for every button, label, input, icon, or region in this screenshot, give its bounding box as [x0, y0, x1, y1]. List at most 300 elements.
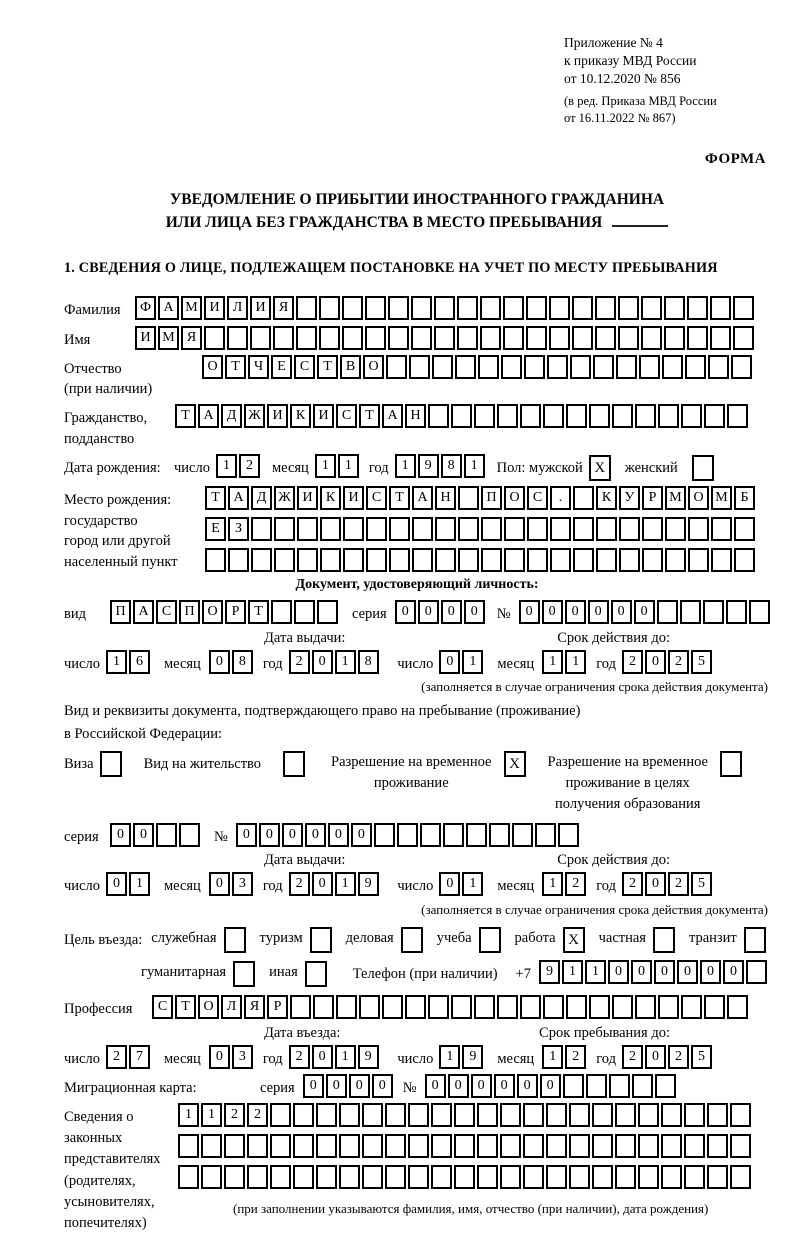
char-box[interactable]: Т [205, 486, 226, 510]
char-box[interactable]: О [504, 486, 525, 510]
char-box[interactable] [411, 326, 432, 350]
char-box[interactable]: Ч [248, 355, 269, 379]
char-box[interactable] [593, 355, 614, 379]
char-box[interactable]: 0 [312, 650, 333, 674]
female-checkbox[interactable] [692, 455, 714, 481]
char-box[interactable] [458, 486, 479, 510]
char-box[interactable] [710, 296, 731, 320]
char-box[interactable] [615, 1103, 636, 1127]
char-box[interactable] [317, 600, 338, 624]
char-box[interactable] [362, 1165, 383, 1189]
char-box[interactable]: И [204, 296, 225, 320]
char-box[interactable] [454, 1134, 475, 1158]
char-box[interactable]: 0 [542, 600, 563, 624]
char-box[interactable] [362, 1103, 383, 1127]
char-box[interactable]: 2 [239, 454, 260, 478]
char-box[interactable] [297, 548, 318, 572]
char-box[interactable] [319, 326, 340, 350]
char-box[interactable]: 3 [232, 872, 253, 896]
char-box[interactable]: 0 [312, 1045, 333, 1069]
char-box[interactable] [443, 823, 464, 847]
char-box[interactable]: 2 [565, 872, 586, 896]
char-box[interactable] [730, 1165, 751, 1189]
char-box[interactable] [520, 404, 541, 428]
char-box[interactable]: 1 [106, 650, 127, 674]
char-box[interactable] [635, 995, 656, 1019]
char-box[interactable] [408, 1134, 429, 1158]
char-box[interactable] [389, 548, 410, 572]
char-box[interactable]: О [363, 355, 384, 379]
char-box[interactable] [569, 1165, 590, 1189]
char-box[interactable] [466, 823, 487, 847]
char-box[interactable] [389, 517, 410, 541]
char-box[interactable]: А [228, 486, 249, 510]
char-box[interactable] [642, 517, 663, 541]
char-box[interactable]: 1 [201, 1103, 222, 1127]
char-box[interactable] [635, 404, 656, 428]
char-box[interactable] [480, 296, 501, 320]
char-box[interactable] [734, 548, 755, 572]
char-box[interactable]: 2 [289, 872, 310, 896]
char-box[interactable]: 1 [542, 650, 563, 674]
char-box[interactable]: 2 [622, 1045, 643, 1069]
char-box[interactable] [365, 326, 386, 350]
char-box[interactable] [294, 600, 315, 624]
char-box[interactable] [687, 296, 708, 320]
char-box[interactable]: И [313, 404, 334, 428]
char-box[interactable] [481, 548, 502, 572]
char-box[interactable]: Т [317, 355, 338, 379]
char-box[interactable]: 0 [349, 1074, 370, 1098]
char-box[interactable]: С [294, 355, 315, 379]
char-box[interactable]: Я [244, 995, 265, 1019]
char-box[interactable]: Н [405, 404, 426, 428]
char-box[interactable] [546, 1103, 567, 1127]
char-box[interactable] [642, 548, 663, 572]
char-box[interactable]: 9 [358, 1045, 379, 1069]
char-box[interactable] [339, 1134, 360, 1158]
char-box[interactable] [684, 1134, 705, 1158]
char-box[interactable]: 0 [418, 600, 439, 624]
char-box[interactable] [569, 1103, 590, 1127]
char-box[interactable] [316, 1103, 337, 1127]
char-box[interactable] [641, 296, 662, 320]
char-box[interactable] [405, 995, 426, 1019]
char-box[interactable] [563, 1074, 584, 1098]
char-box[interactable] [592, 1134, 613, 1158]
char-box[interactable] [451, 404, 472, 428]
char-box[interactable] [274, 517, 295, 541]
char-box[interactable]: 0 [282, 823, 303, 847]
char-box[interactable] [247, 1134, 268, 1158]
char-box[interactable]: 0 [611, 600, 632, 624]
char-box[interactable] [366, 548, 387, 572]
char-box[interactable] [316, 1134, 337, 1158]
char-box[interactable]: С [156, 600, 177, 624]
purpose-option-checkbox[interactable] [224, 927, 246, 953]
char-box[interactable] [615, 1165, 636, 1189]
char-box[interactable]: 0 [351, 823, 372, 847]
char-box[interactable] [435, 517, 456, 541]
char-box[interactable]: 0 [305, 823, 326, 847]
char-box[interactable] [343, 548, 364, 572]
char-box[interactable] [596, 517, 617, 541]
char-box[interactable] [500, 1134, 521, 1158]
char-box[interactable]: О [198, 995, 219, 1019]
char-box[interactable] [632, 1074, 653, 1098]
char-box[interactable] [458, 548, 479, 572]
char-box[interactable] [570, 355, 591, 379]
char-box[interactable] [550, 548, 571, 572]
char-box[interactable] [388, 296, 409, 320]
char-box[interactable] [228, 548, 249, 572]
char-box[interactable]: 2 [247, 1103, 268, 1127]
char-box[interactable] [658, 404, 679, 428]
char-box[interactable]: 9 [418, 454, 439, 478]
char-box[interactable] [665, 548, 686, 572]
char-box[interactable] [665, 517, 686, 541]
char-box[interactable]: К [320, 486, 341, 510]
char-box[interactable] [503, 296, 524, 320]
char-box[interactable] [316, 1165, 337, 1189]
char-box[interactable]: 2 [289, 1045, 310, 1069]
char-box[interactable] [397, 823, 418, 847]
char-box[interactable] [546, 1165, 567, 1189]
char-box[interactable]: А [412, 486, 433, 510]
char-box[interactable]: З [228, 517, 249, 541]
char-box[interactable] [662, 355, 683, 379]
char-box[interactable] [454, 1103, 475, 1127]
char-box[interactable]: 8 [232, 650, 253, 674]
char-box[interactable]: О [688, 486, 709, 510]
char-box[interactable] [270, 1134, 291, 1158]
char-box[interactable] [612, 404, 633, 428]
char-box[interactable]: Д [251, 486, 272, 510]
char-box[interactable]: 0 [133, 823, 154, 847]
char-box[interactable]: 0 [326, 1074, 347, 1098]
char-box[interactable]: 9 [462, 1045, 483, 1069]
char-box[interactable] [179, 823, 200, 847]
char-box[interactable]: Т [359, 404, 380, 428]
char-box[interactable] [655, 1074, 676, 1098]
char-box[interactable] [365, 296, 386, 320]
char-box[interactable] [455, 355, 476, 379]
char-box[interactable] [703, 600, 724, 624]
char-box[interactable]: 0 [654, 960, 675, 984]
char-box[interactable] [708, 355, 729, 379]
char-box[interactable]: 1 [462, 872, 483, 896]
char-box[interactable] [227, 326, 248, 350]
char-box[interactable] [293, 1103, 314, 1127]
char-box[interactable]: 8 [441, 454, 462, 478]
char-box[interactable] [543, 404, 564, 428]
char-box[interactable]: П [481, 486, 502, 510]
char-box[interactable] [319, 296, 340, 320]
char-box[interactable]: Т [175, 995, 196, 1019]
char-box[interactable] [251, 548, 272, 572]
purpose-option-checkbox[interactable] [653, 927, 675, 953]
char-box[interactable] [639, 355, 660, 379]
char-box[interactable]: С [152, 995, 173, 1019]
char-box[interactable] [641, 326, 662, 350]
char-box[interactable] [504, 548, 525, 572]
char-box[interactable]: Н [435, 486, 456, 510]
char-box[interactable]: 7 [129, 1045, 150, 1069]
char-box[interactable] [547, 355, 568, 379]
char-box[interactable]: 0 [517, 1074, 538, 1098]
char-box[interactable]: 1 [565, 650, 586, 674]
char-box[interactable]: 0 [519, 600, 540, 624]
char-box[interactable] [573, 548, 594, 572]
char-box[interactable] [497, 404, 518, 428]
char-box[interactable]: 1 [462, 650, 483, 674]
char-box[interactable] [523, 1103, 544, 1127]
char-box[interactable] [293, 1134, 314, 1158]
char-box[interactable] [409, 355, 430, 379]
visa-checkbox[interactable] [100, 751, 122, 777]
char-box[interactable]: 0 [236, 823, 257, 847]
char-box[interactable]: 0 [588, 600, 609, 624]
char-box[interactable]: И [297, 486, 318, 510]
char-box[interactable] [566, 404, 587, 428]
char-box[interactable]: 2 [565, 1045, 586, 1069]
char-box[interactable] [684, 1103, 705, 1127]
char-box[interactable]: 0 [328, 823, 349, 847]
char-box[interactable]: 0 [471, 1074, 492, 1098]
char-box[interactable]: 5 [691, 650, 712, 674]
char-box[interactable] [688, 517, 709, 541]
char-box[interactable] [296, 326, 317, 350]
char-box[interactable] [638, 1103, 659, 1127]
char-box[interactable]: 0 [303, 1074, 324, 1098]
char-box[interactable] [420, 823, 441, 847]
char-box[interactable]: 1 [178, 1103, 199, 1127]
char-box[interactable] [586, 1074, 607, 1098]
char-box[interactable] [431, 1134, 452, 1158]
char-box[interactable] [618, 296, 639, 320]
char-box[interactable] [290, 995, 311, 1019]
char-box[interactable] [431, 1103, 452, 1127]
char-box[interactable]: 5 [691, 1045, 712, 1069]
char-box[interactable]: М [711, 486, 732, 510]
char-box[interactable]: И [250, 296, 271, 320]
char-box[interactable]: Р [225, 600, 246, 624]
char-box[interactable]: Т [248, 600, 269, 624]
char-box[interactable] [619, 548, 640, 572]
char-box[interactable] [385, 1165, 406, 1189]
char-box[interactable] [224, 1165, 245, 1189]
char-box[interactable]: О [202, 355, 223, 379]
purpose-option-checkbox[interactable] [310, 927, 332, 953]
char-box[interactable] [362, 1134, 383, 1158]
char-box[interactable] [710, 326, 731, 350]
char-box[interactable]: 0 [540, 1074, 561, 1098]
char-box[interactable] [707, 1134, 728, 1158]
char-box[interactable]: 0 [464, 600, 485, 624]
char-box[interactable] [638, 1165, 659, 1189]
char-box[interactable]: 9 [539, 960, 560, 984]
char-box[interactable] [704, 404, 725, 428]
char-box[interactable]: 5 [691, 872, 712, 896]
char-box[interactable]: 1 [335, 1045, 356, 1069]
char-box[interactable]: Р [642, 486, 663, 510]
char-box[interactable] [500, 1103, 521, 1127]
char-box[interactable] [431, 1165, 452, 1189]
char-box[interactable] [680, 600, 701, 624]
char-box[interactable] [730, 1134, 751, 1158]
char-box[interactable] [480, 326, 501, 350]
char-box[interactable]: 0 [448, 1074, 469, 1098]
char-box[interactable] [477, 1103, 498, 1127]
char-box[interactable]: 1 [216, 454, 237, 478]
char-box[interactable] [711, 548, 732, 572]
char-box[interactable] [320, 517, 341, 541]
char-box[interactable] [727, 995, 748, 1019]
char-box[interactable] [454, 1165, 475, 1189]
char-box[interactable] [293, 1165, 314, 1189]
char-box[interactable] [224, 1134, 245, 1158]
char-box[interactable] [201, 1134, 222, 1158]
char-box[interactable]: 1 [585, 960, 606, 984]
char-box[interactable]: Я [181, 326, 202, 350]
char-box[interactable] [408, 1165, 429, 1189]
char-box[interactable]: 2 [106, 1045, 127, 1069]
char-box[interactable] [434, 326, 455, 350]
char-box[interactable] [432, 355, 453, 379]
char-box[interactable] [638, 1134, 659, 1158]
purpose-option-checkbox[interactable] [479, 927, 501, 953]
char-box[interactable]: Я [273, 296, 294, 320]
char-box[interactable] [178, 1165, 199, 1189]
char-box[interactable]: 0 [209, 872, 230, 896]
char-box[interactable]: 0 [209, 650, 230, 674]
char-box[interactable] [684, 1165, 705, 1189]
char-box[interactable]: М [181, 296, 202, 320]
char-box[interactable]: 3 [232, 1045, 253, 1069]
char-box[interactable]: О [202, 600, 223, 624]
purpose-option-checkbox[interactable] [305, 961, 327, 987]
char-box[interactable] [339, 1165, 360, 1189]
char-box[interactable] [270, 1165, 291, 1189]
char-box[interactable]: И [135, 326, 156, 350]
char-box[interactable] [685, 355, 706, 379]
char-box[interactable]: 8 [358, 650, 379, 674]
char-box[interactable]: И [267, 404, 288, 428]
char-box[interactable] [523, 1134, 544, 1158]
char-box[interactable] [661, 1134, 682, 1158]
char-box[interactable]: Ф [135, 296, 156, 320]
char-box[interactable]: 2 [668, 1045, 689, 1069]
char-box[interactable] [477, 1165, 498, 1189]
char-box[interactable] [412, 517, 433, 541]
char-box[interactable] [592, 1103, 613, 1127]
char-box[interactable]: А [382, 404, 403, 428]
char-box[interactable] [688, 548, 709, 572]
residence-permit-checkbox[interactable] [283, 751, 305, 777]
char-box[interactable]: П [179, 600, 200, 624]
char-box[interactable] [251, 517, 272, 541]
char-box[interactable] [704, 995, 725, 1019]
char-box[interactable] [595, 296, 616, 320]
purpose-option-checkbox[interactable] [401, 927, 423, 953]
char-box[interactable] [320, 548, 341, 572]
char-box[interactable]: 1 [542, 1045, 563, 1069]
char-box[interactable] [569, 1134, 590, 1158]
char-box[interactable] [457, 326, 478, 350]
char-box[interactable] [573, 486, 594, 510]
char-box[interactable] [250, 326, 271, 350]
char-box[interactable]: С [366, 486, 387, 510]
char-box[interactable]: 2 [622, 872, 643, 896]
char-box[interactable]: 1 [129, 872, 150, 896]
char-box[interactable] [616, 355, 637, 379]
char-box[interactable]: 2 [622, 650, 643, 674]
char-box[interactable] [558, 823, 579, 847]
char-box[interactable] [247, 1165, 268, 1189]
char-box[interactable] [550, 517, 571, 541]
char-box[interactable]: 0 [441, 600, 462, 624]
char-box[interactable]: 0 [677, 960, 698, 984]
char-box[interactable]: 0 [312, 872, 333, 896]
char-box[interactable] [707, 1165, 728, 1189]
char-box[interactable] [477, 1134, 498, 1158]
char-box[interactable]: 0 [439, 872, 460, 896]
char-box[interactable] [681, 995, 702, 1019]
char-box[interactable]: 0 [439, 650, 460, 674]
char-box[interactable]: К [290, 404, 311, 428]
char-box[interactable] [411, 296, 432, 320]
char-box[interactable]: 0 [259, 823, 280, 847]
char-box[interactable]: В [340, 355, 361, 379]
char-box[interactable] [434, 296, 455, 320]
char-box[interactable] [273, 326, 294, 350]
char-box[interactable]: Р [267, 995, 288, 1019]
char-box[interactable] [549, 296, 570, 320]
char-box[interactable]: 1 [335, 650, 356, 674]
char-box[interactable] [201, 1165, 222, 1189]
char-box[interactable]: 6 [129, 650, 150, 674]
char-box[interactable] [527, 548, 548, 572]
char-box[interactable] [408, 1103, 429, 1127]
char-box[interactable] [274, 548, 295, 572]
char-box[interactable] [711, 517, 732, 541]
char-box[interactable] [664, 326, 685, 350]
purpose-option-checkbox[interactable]: X [563, 927, 585, 953]
char-box[interactable] [500, 1165, 521, 1189]
char-box[interactable] [313, 995, 334, 1019]
char-box[interactable] [412, 548, 433, 572]
char-box[interactable]: 1 [562, 960, 583, 984]
char-box[interactable] [661, 1165, 682, 1189]
char-box[interactable]: А [133, 600, 154, 624]
char-box[interactable] [731, 355, 752, 379]
char-box[interactable] [730, 1103, 751, 1127]
char-box[interactable]: 1 [335, 872, 356, 896]
char-box[interactable] [572, 326, 593, 350]
char-box[interactable] [546, 1134, 567, 1158]
char-box[interactable] [270, 1103, 291, 1127]
char-box[interactable]: С [527, 486, 548, 510]
char-box[interactable] [749, 600, 770, 624]
char-box[interactable]: 2 [289, 650, 310, 674]
char-box[interactable] [687, 326, 708, 350]
char-box[interactable] [178, 1134, 199, 1158]
char-box[interactable] [339, 1103, 360, 1127]
char-box[interactable] [478, 355, 499, 379]
char-box[interactable]: Т [389, 486, 410, 510]
char-box[interactable] [457, 296, 478, 320]
char-box[interactable] [619, 517, 640, 541]
